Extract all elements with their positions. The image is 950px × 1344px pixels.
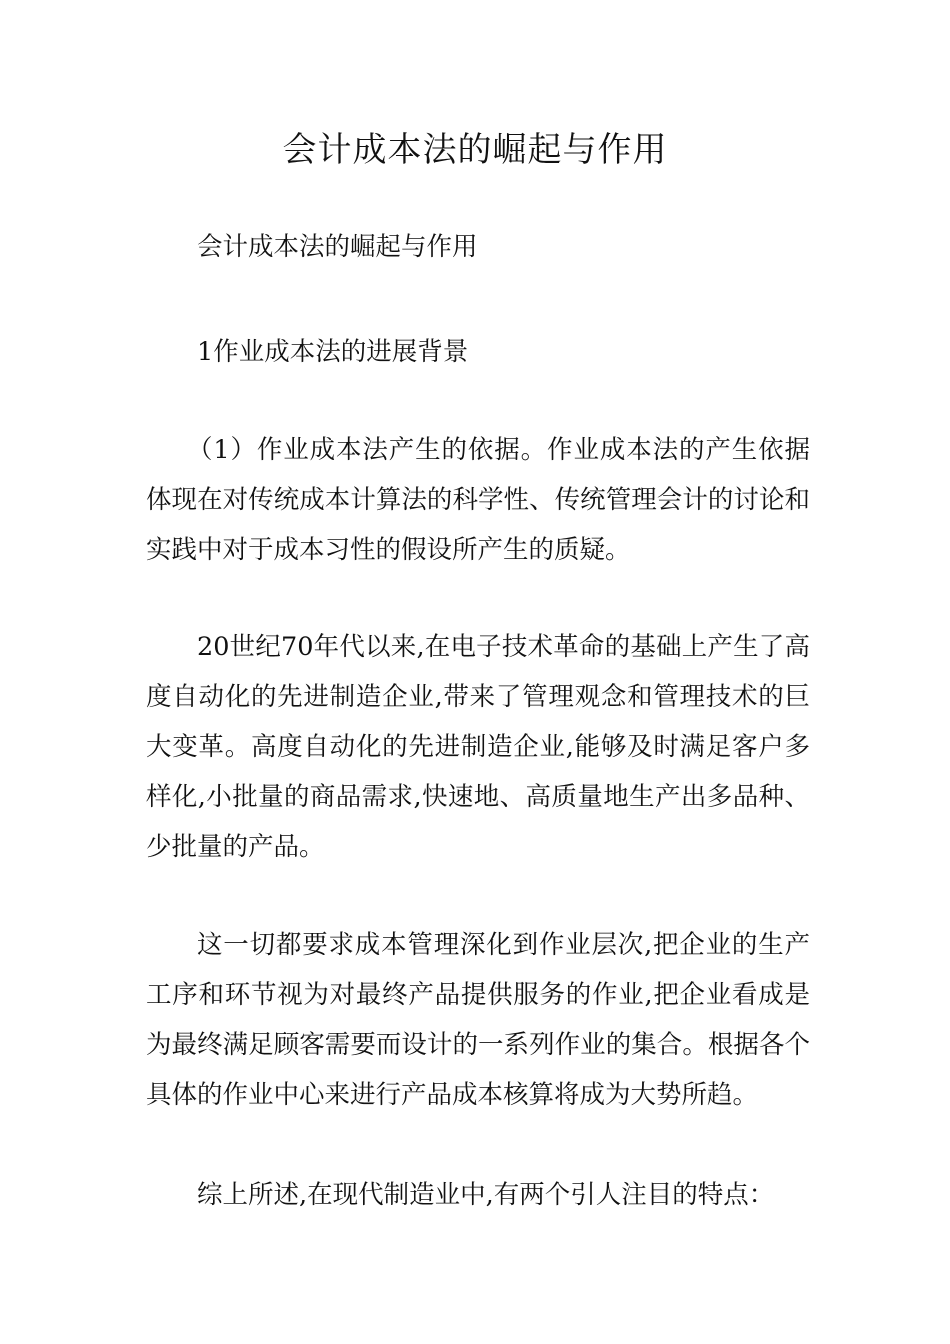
subtitle-paragraph: 会计成本法的崛起与作用 [197,232,478,262]
body-paragraph: （1）作业成本法产生的依据。作业成本法的产生依据体现在对传统成本计算法的科学性、传统管理会计的讨论和实践中对于成本习性的假设所产生的质疑。 [146,435,810,565]
document-title: 会计成本法的崛起与作用 [282,130,668,170]
section-heading: 1作业成本法的进展背景 [197,337,469,367]
body-paragraph: 这一切都要求成本管理深化到作业层次,把企业的生产工序和环节视为对最终产品提供服务的作业,把企业看成是为最终满足顾客需要而设计的一系列作业的集合。根据各个具体的作业中心来进行产品成本核算将成为大势所趋。 [146,930,810,1110]
body-paragraph: 综上所述,在现代制造业中,有两个引人注目的特点： [197,1180,775,1210]
body-paragraph: 20世纪70年代以来,在电子技术革命的基础上产生了高度自动化的先进制造企业,带来了管理观念和管理技术的巨大变革。高度自动化的先进制造企业,能够及时满足客户多样化,小批量的商品需求,快速地、高质量地生产出多品种、少批量的产品。 [146,632,810,862]
